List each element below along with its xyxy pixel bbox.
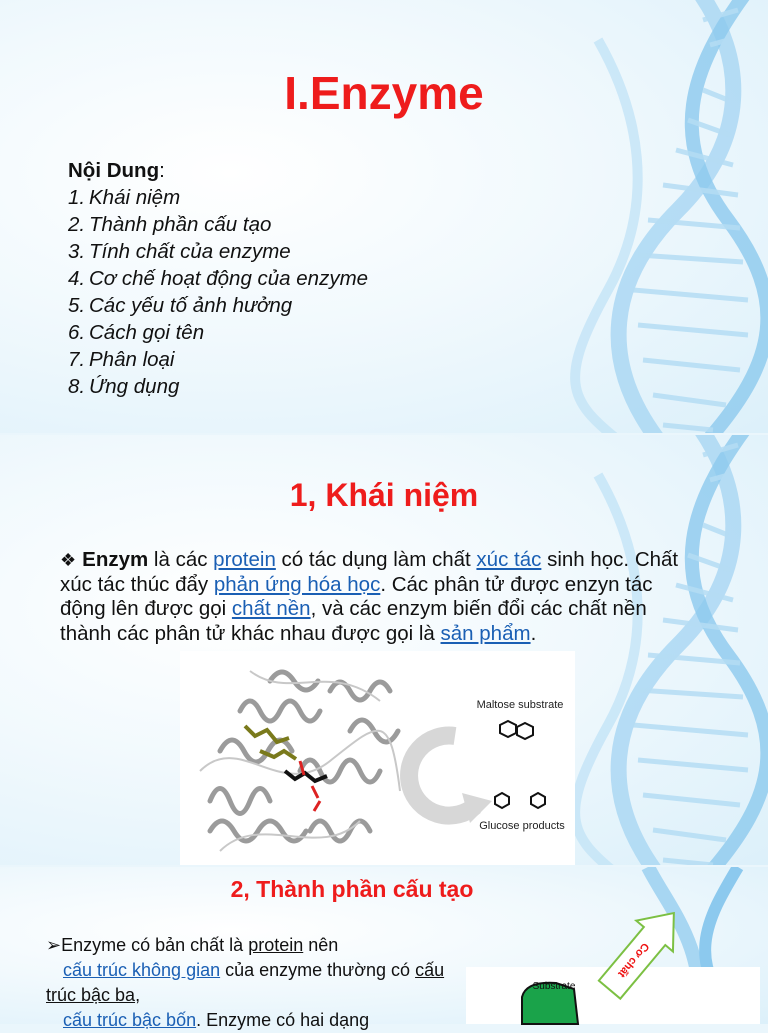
enzyme-structure-figure — [180, 651, 575, 865]
text: . — [530, 621, 537, 645]
link-phan-ung-hoa-hoc[interactable]: phản ứng hóa học — [213, 572, 381, 596]
slide-1 — [0, 0, 768, 433]
substrate-figure — [466, 940, 760, 1024]
item-text: Tính chất của enzyme — [89, 240, 291, 263]
contents-heading-text: Nội Dung — [68, 159, 160, 182]
dna-background-image — [448, 0, 768, 433]
link-cau-truc-khong-gian[interactable]: cấu trúc không gian — [63, 960, 221, 980]
link-xuc-tac[interactable]: xúc tác — [476, 548, 542, 571]
underlined-protein: protein — [248, 935, 304, 955]
text: Enzyme có bản chất là — [61, 935, 249, 955]
underlined-cau-truc-bac-ba: cấu trúc bậc ba — [46, 960, 445, 1005]
item-number: 6. — [68, 321, 86, 344]
text: là các — [148, 548, 214, 571]
item-number: 1. — [68, 186, 86, 209]
list-item — [68, 319, 368, 346]
text: có tác dụng làm chất — [275, 548, 477, 571]
text: , — [135, 985, 141, 1005]
maltose-substrate-label: Maltose substrate — [476, 699, 564, 711]
structure-paragraph — [46, 933, 446, 1033]
list-item — [68, 346, 368, 373]
item-text: Cơ chế hoạt động của enzyme — [89, 267, 369, 290]
list-item — [68, 238, 368, 265]
item-text: Phân loại — [89, 348, 175, 371]
contents-heading — [68, 157, 368, 184]
list-item — [68, 292, 368, 319]
item-number: 3. — [68, 240, 86, 263]
item-number: 5. — [68, 294, 86, 317]
co-chat-arrow-label: Cơ chất — [615, 940, 652, 980]
slide-title: I.Enzyme — [284, 67, 484, 119]
text: . Các phân tử được enzyn tác động lên được gọi — [60, 572, 653, 620]
link-protein[interactable]: protein — [213, 548, 276, 571]
item-text: Khái niệm — [89, 186, 181, 209]
arrow-bullet-icon: ➢ — [46, 935, 62, 955]
text: , và các enzym biến đổi các chất nền thành các phân tử khác nhau được gọi là — [60, 597, 647, 645]
section-title: 1, Khái niệm — [289, 477, 479, 513]
link-san-pham[interactable]: sản phẩm — [440, 621, 531, 645]
item-text: Các yếu tố ảnh hưởng — [89, 294, 293, 317]
term-enzym: Enzym — [82, 548, 149, 571]
list-item — [68, 211, 368, 238]
item-number: 2. — [68, 213, 86, 236]
text: sinh học. Chất xúc tác thúc đẩy — [60, 548, 679, 596]
item-number: 7. — [68, 348, 86, 371]
text: nên — [303, 935, 339, 955]
section-title: 2, Thành phần cấu tạo — [230, 876, 474, 902]
substrate-diagram-image — [466, 940, 760, 1024]
item-number: 8. — [68, 375, 86, 398]
glucose-products-label: Glucose products — [479, 820, 565, 832]
definition-paragraph — [60, 548, 700, 646]
item-number: 4. — [68, 267, 86, 290]
item-text: Ứng dụng — [89, 375, 180, 398]
protein-ribbon-image — [180, 651, 575, 865]
diamond-bullet-icon: ❖ — [60, 550, 77, 570]
contents-list — [68, 157, 368, 400]
text: . Enzyme có hai dạng — [196, 1010, 370, 1030]
link-cau-truc-bac-bon[interactable]: cấu trúc bậc bốn — [63, 1010, 197, 1030]
text: của enzyme thường có — [220, 960, 416, 980]
item-text: Cách gọi tên — [89, 321, 205, 344]
list-item — [68, 373, 368, 400]
item-text: Thành phần cấu tạo — [89, 213, 272, 236]
list-item — [68, 184, 368, 211]
substrate-label: Substrate — [532, 981, 576, 992]
contents-heading-colon: : — [159, 159, 165, 182]
link-chat-nen[interactable]: chất nền — [231, 597, 311, 620]
list-item — [68, 265, 368, 292]
